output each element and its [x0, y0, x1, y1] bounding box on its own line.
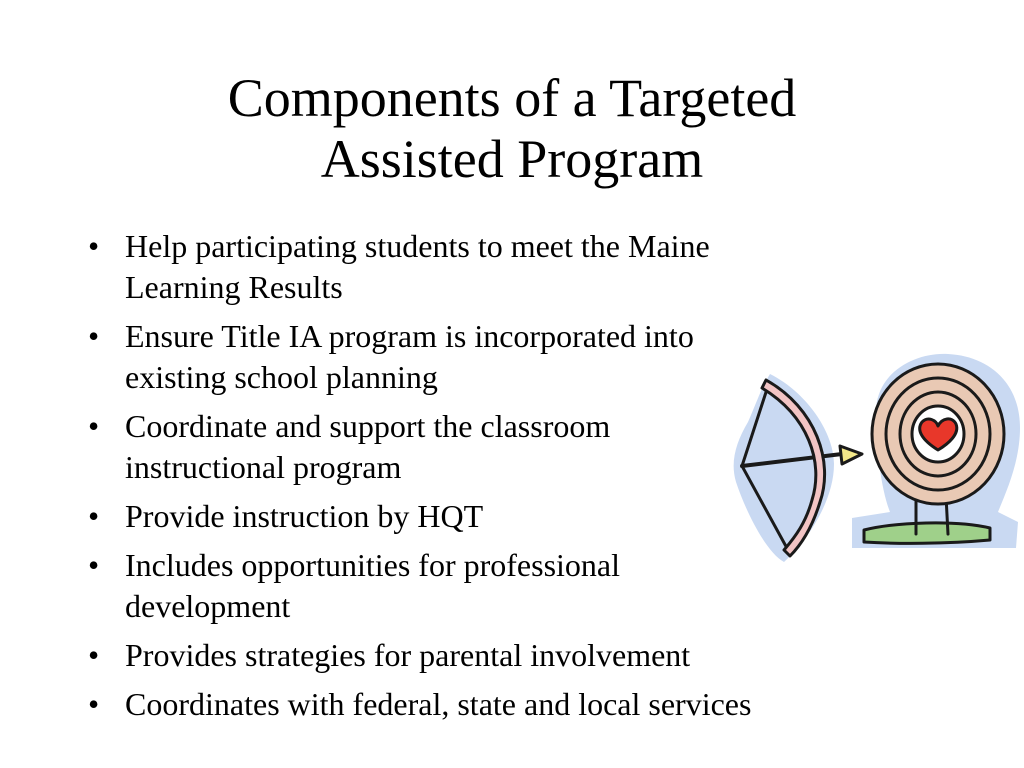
bow-and-target-icon — [726, 352, 1022, 566]
bullet-marker: • — [88, 498, 100, 534]
bullet-text-line: Help participating students to meet the Maine — [125, 228, 710, 264]
slide-title-line-1: Components of a Targeted — [227, 68, 797, 128]
bullet-text-line: Coordinate and support the classroom — [125, 408, 611, 444]
slide-title-line-2: Assisted Program — [320, 129, 704, 189]
grass — [864, 523, 990, 543]
bullet-text-line: existing school planning — [125, 359, 438, 395]
arrowhead — [840, 446, 862, 464]
bullet-text-line: Coordinates with federal, state and local services — [125, 686, 752, 722]
bullet-marker: • — [88, 318, 100, 354]
bullet-text-line: development — [125, 588, 291, 624]
bullet-text-line: instructional program — [125, 449, 402, 485]
bullet-text-line: Learning Results — [125, 269, 343, 305]
bullet-text-line: Provides strategies for parental involvement — [125, 637, 691, 673]
slide-title — [0, 68, 1024, 190]
bullet-marker: • — [88, 547, 100, 583]
bullet-text-line: Ensure Title IA program is incorporated into — [125, 318, 694, 354]
bullet-marker: • — [88, 637, 100, 673]
bullet-item — [88, 684, 928, 725]
bullet-marker: • — [88, 408, 100, 444]
bullet-text-line: Includes opportunities for professional — [125, 547, 620, 583]
bullet-marker: • — [88, 686, 100, 722]
bullet-marker: • — [88, 228, 100, 264]
bullet-item — [88, 226, 928, 308]
bullet-text-line: Provide instruction by HQT — [125, 498, 484, 534]
bullet-item — [88, 635, 928, 676]
